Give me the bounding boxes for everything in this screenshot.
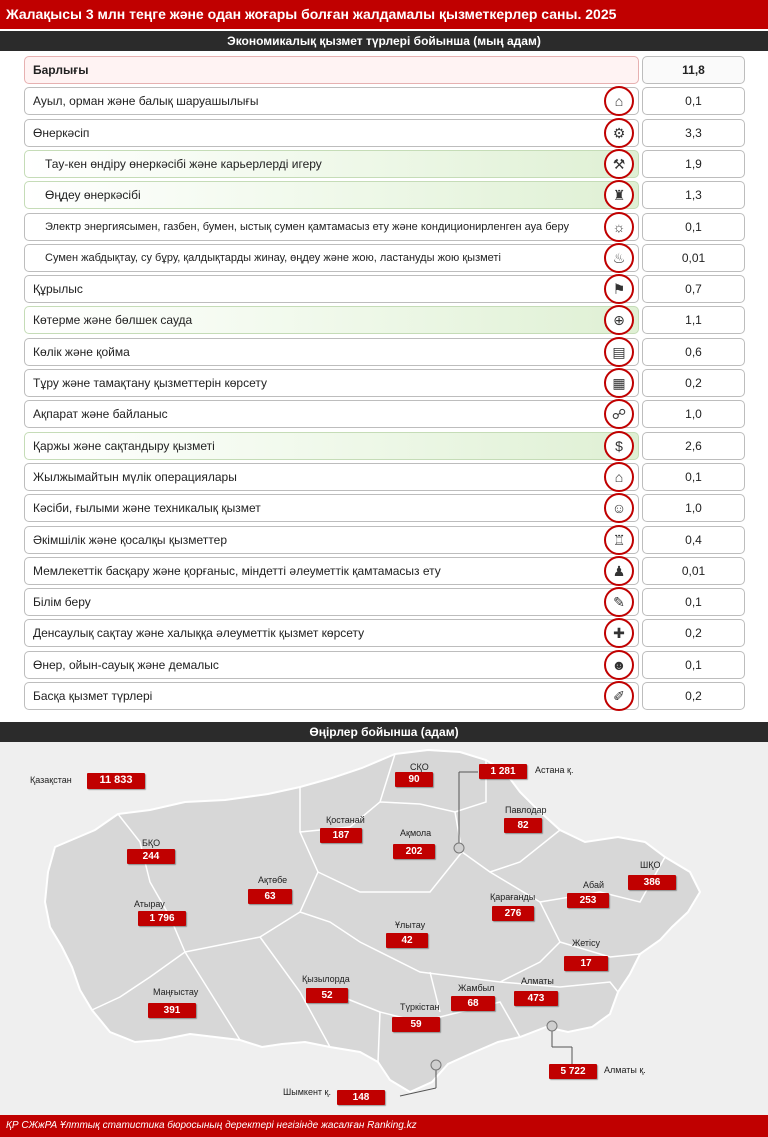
- region-name: Жетісу: [572, 938, 601, 948]
- house-handshake-icon: ⌂: [604, 462, 634, 492]
- medical-cross-icon: ✚: [604, 618, 634, 648]
- region-value-badge: 63: [248, 889, 292, 904]
- section-title-activities: Экономикалық қызмет түрлері бойынша (мың адам): [0, 31, 768, 51]
- row-value: 0,1: [642, 588, 745, 616]
- region-name: Абай: [583, 880, 604, 890]
- row-value: 2,6: [642, 432, 745, 460]
- row-value: 0,2: [642, 682, 745, 710]
- shopping-cart-icon: ⊕: [604, 305, 634, 335]
- theater-masks-icon: ☻: [604, 650, 634, 680]
- total-value-badge: 11 833: [87, 773, 145, 789]
- region-value-badge: 42: [386, 933, 428, 948]
- factory-icon: ♜: [604, 180, 634, 210]
- row-label: Құрылыс: [24, 275, 639, 303]
- row-value: 0,1: [642, 463, 745, 491]
- row-label: Ақпарат және байланыс: [24, 400, 639, 428]
- source-footer: ҚР СЖжРА Ұлттық статистика бюросының деректері негізінде жасалған Ranking.kz: [0, 1115, 768, 1137]
- table-row: [0, 463, 768, 491]
- building-icon: ♖: [604, 525, 634, 555]
- region-name: Павлодар: [505, 805, 547, 815]
- table-row: [0, 150, 768, 178]
- region-value-badge: 82: [504, 818, 542, 833]
- row-value: 11,8: [642, 56, 745, 84]
- row-label: Өнер, ойын-сауық және демалыс: [24, 651, 639, 679]
- row-label: Өнеркәсіп: [24, 119, 639, 147]
- region-name: БҚО: [142, 838, 161, 848]
- row-value: 0,2: [642, 619, 745, 647]
- table-row: [0, 306, 768, 334]
- region-name: Қызылорда: [302, 974, 350, 984]
- region-name: Қазақстан: [30, 775, 72, 785]
- row-value: 0,7: [642, 275, 745, 303]
- row-label: Білім беру: [24, 588, 639, 616]
- row-value: 0,1: [642, 651, 745, 679]
- table-row: [0, 557, 768, 585]
- table-row: [0, 588, 768, 616]
- row-value: 1,3: [642, 181, 745, 209]
- region-name: Астана қ.: [535, 765, 574, 775]
- row-label: Сумен жабдықтау, су бұру, қалдықтарды жинау, өңдеу және жою, ластануды жою қызметі: [24, 244, 639, 272]
- table-row: [0, 338, 768, 366]
- row-value: 1,0: [642, 400, 745, 428]
- table-row: [0, 87, 768, 115]
- row-label: Өңдеу өнеркәсібі: [24, 181, 639, 209]
- network-icon: ☍: [604, 399, 634, 429]
- industry-icon: ⚙: [604, 118, 634, 148]
- row-label: Денсаулық сақтау және халыққа әлеуметтік қызмет көрсету: [24, 619, 639, 647]
- row-label: Тұру және тамақтану қызметтерін көрсету: [24, 369, 639, 397]
- farm-icon: ⌂: [604, 86, 634, 116]
- table-row: [0, 526, 768, 554]
- table-row: [0, 494, 768, 522]
- hotel-icon: ▦: [604, 368, 634, 398]
- section-title-regions: Өңірлер бойынша (адам): [0, 722, 768, 742]
- region-name: Ақтөбе: [258, 875, 288, 885]
- region-value-badge: 386: [628, 875, 676, 890]
- region-value-badge: 473: [514, 991, 558, 1006]
- table-row: [0, 181, 768, 209]
- region-value-badge: 1 281: [479, 764, 527, 779]
- table-row: [0, 213, 768, 241]
- person-care-icon: ♟: [604, 556, 634, 586]
- row-value: 0,1: [642, 87, 745, 115]
- row-value: 1,9: [642, 150, 745, 178]
- table-row: [0, 651, 768, 679]
- kazakhstan-map: [0, 742, 768, 1115]
- table-row: [0, 244, 768, 272]
- region-name: Ұлытау: [395, 920, 426, 930]
- row-label: Көтерме және бөлшек сауда: [24, 306, 639, 334]
- row-value: 0,6: [642, 338, 745, 366]
- region-name: Шымкент қ.: [283, 1087, 331, 1097]
- money-shield-icon: $: [604, 431, 634, 461]
- table-row: [0, 619, 768, 647]
- lightbulb-icon: ☼: [604, 212, 634, 242]
- region-value-badge: 5 722: [549, 1064, 597, 1079]
- row-value: 0,01: [642, 244, 745, 272]
- region-name: Қарағанды: [490, 892, 536, 902]
- region-name: Алматы қ.: [604, 1065, 646, 1075]
- row-label: Көлік және қойма: [24, 338, 639, 366]
- region-value-badge: 202: [393, 844, 435, 859]
- region-value-badge: 391: [148, 1003, 196, 1018]
- page-title: Жалақысы 3 млн теңге және одан жоғары болған жалдамалы қызметкерлер саны. 2025: [0, 0, 768, 29]
- pickaxe-icon: ⚒: [604, 149, 634, 179]
- table-row: [0, 400, 768, 428]
- region-name: СҚО: [410, 762, 429, 772]
- region-value-badge: 276: [492, 906, 534, 921]
- table-row: [0, 682, 768, 710]
- scientist-icon: ☺: [604, 493, 634, 523]
- row-value: 0,1: [642, 213, 745, 241]
- row-value: 3,3: [642, 119, 745, 147]
- row-value: 1,0: [642, 494, 745, 522]
- region-name: Жамбыл: [458, 983, 495, 993]
- truck-icon: ▤: [604, 337, 634, 367]
- row-label: Қаржы және сақтандыру қызметі: [24, 432, 639, 460]
- region-value-badge: 59: [392, 1017, 440, 1032]
- region-value-badge: 187: [320, 828, 362, 843]
- region-name: Атырау: [134, 899, 165, 909]
- regions-map: [0, 742, 768, 1115]
- clipboard-icon: ✐: [604, 681, 634, 711]
- region-value-badge: 148: [337, 1090, 385, 1105]
- row-label: Басқа қызмет түрлері: [24, 682, 639, 710]
- region-value-badge: 52: [306, 988, 348, 1003]
- region-value-badge: 1 796: [138, 911, 186, 926]
- row-label: Тау-кен өндіру өнеркәсібі және карьерлерді игеру: [24, 150, 639, 178]
- row-value: 0,4: [642, 526, 745, 554]
- region-name: Түркістан: [400, 1002, 440, 1012]
- crane-icon: ⚑: [604, 274, 634, 304]
- region-name: Ақмола: [400, 828, 432, 838]
- row-label: Ауыл, орман және балық шаруашылығы: [24, 87, 639, 115]
- row-value: 1,1: [642, 306, 745, 334]
- region-name: Алматы: [521, 976, 554, 986]
- region-name: Қостанай: [326, 815, 365, 825]
- water-tap-icon: ♨: [604, 243, 634, 273]
- graduation-cap-icon: ✎: [604, 587, 634, 617]
- row-value: 0,01: [642, 557, 745, 585]
- row-label: Жылжымайтын мүлік операциялары: [24, 463, 639, 491]
- row-label: Мемлекеттік басқару және қорғаныс, міндетті әлеуметтік қамтамасыз ету: [24, 557, 639, 585]
- table-row: [0, 119, 768, 147]
- row-value: 0,2: [642, 369, 745, 397]
- row-label: Барлығы: [24, 56, 639, 84]
- region-name: Маңғыстау: [153, 987, 199, 997]
- region-value-badge: 90: [395, 772, 433, 787]
- table-row: [0, 275, 768, 303]
- table-row: [0, 56, 768, 84]
- region-name: ШҚО: [640, 860, 661, 870]
- row-label: Әкімшілік және қосалқы қызметтер: [24, 526, 639, 554]
- row-label: Электр энергиясымен, газбен, бумен, ыстық сумен қамтамасыз ету және кондиционирленген ауа беру: [24, 213, 639, 241]
- region-value-badge: 17: [564, 956, 608, 971]
- region-value-badge: 244: [127, 849, 175, 864]
- region-value-badge: 68: [451, 996, 495, 1011]
- table-row: [0, 432, 768, 460]
- row-label: Кәсіби, ғылыми және техникалық қызмет: [24, 494, 639, 522]
- table-row: [0, 369, 768, 397]
- region-value-badge: 253: [567, 893, 609, 908]
